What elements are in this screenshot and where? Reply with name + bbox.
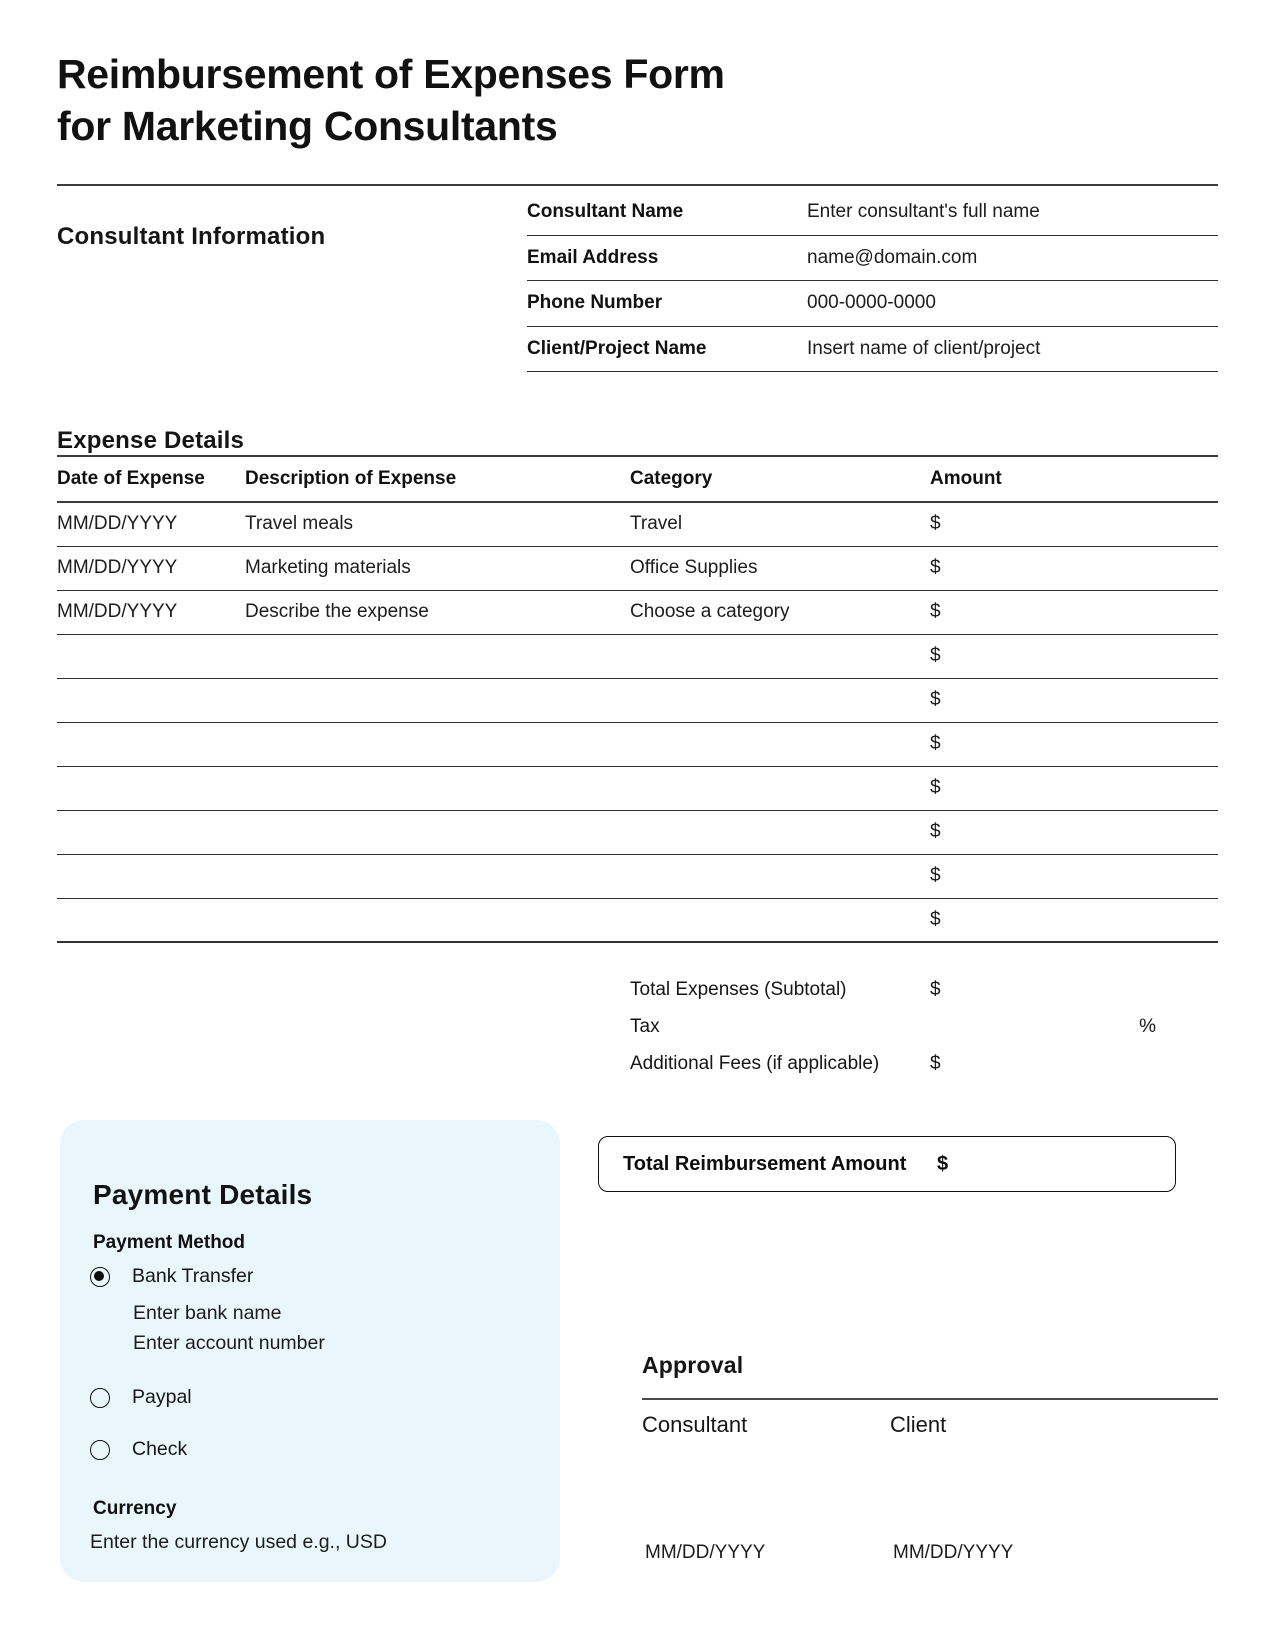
client-project-field[interactable]: Insert name of client/project	[807, 337, 1041, 359]
client-project-label: Client/Project Name	[527, 337, 707, 359]
expense-category-cell[interactable]	[630, 722, 930, 766]
expense-date-cell[interactable]	[57, 898, 245, 942]
expense-category-cell[interactable]: Office Supplies	[630, 546, 930, 590]
expense-row	[57, 634, 1218, 678]
phone-number-row	[527, 281, 1218, 327]
expense-row	[57, 678, 1218, 722]
expense-row	[57, 810, 1218, 854]
expense-description-cell[interactable]	[245, 898, 630, 942]
expense-description-cell[interactable]	[245, 766, 630, 810]
paypal-label: Paypal	[132, 1386, 192, 1408]
expense-category-cell[interactable]: Travel	[630, 502, 930, 546]
expense-category-cell[interactable]	[630, 854, 930, 898]
page-title-line-1: Reimbursement of Expenses Form	[57, 51, 725, 97]
expense-date-cell[interactable]	[57, 722, 245, 766]
expense-amount-cell[interactable]: $	[930, 590, 1218, 634]
expense-amount-cell[interactable]: $	[930, 634, 1218, 678]
consultant-date-field[interactable]: MM/DD/YYYY	[645, 1542, 766, 1563]
email-address-row	[527, 236, 1218, 282]
expense-summary	[630, 971, 1218, 1082]
expense-category-cell[interactable]	[630, 810, 930, 854]
top-divider	[57, 184, 1218, 186]
tax-row	[630, 1008, 1218, 1045]
bank-transfer-label: Bank Transfer	[132, 1265, 254, 1287]
expense-date-cell[interactable]: MM/DD/YYYY	[57, 546, 245, 590]
expense-date-cell[interactable]	[57, 678, 245, 722]
client-signature-label: Client	[890, 1412, 947, 1437]
expense-row	[57, 722, 1218, 766]
expense-row	[57, 854, 1218, 898]
expense-row	[57, 590, 1218, 634]
col-header-category: Category	[630, 456, 930, 502]
consultant-name-row	[527, 190, 1218, 236]
phone-number-label: Phone Number	[527, 292, 663, 314]
radio-unselected-icon[interactable]	[90, 1440, 110, 1460]
expense-row	[57, 898, 1218, 942]
total-reimbursement-box	[598, 1136, 1176, 1192]
expense-table	[57, 455, 1218, 943]
expense-amount-cell[interactable]: $	[930, 766, 1218, 810]
expense-date-cell[interactable]: MM/DD/YYYY	[57, 590, 245, 634]
bank-name-field[interactable]: Enter bank name	[133, 1302, 282, 1324]
phone-number-field[interactable]: 000-0000-0000	[807, 292, 936, 314]
approval-section	[642, 1352, 1218, 1566]
additional-fees-label: Additional Fees (if applicable)	[630, 1052, 880, 1074]
currency-field[interactable]: Enter the currency used e.g., USD	[90, 1531, 387, 1553]
expense-category-cell[interactable]	[630, 898, 930, 942]
expense-date-cell[interactable]	[57, 766, 245, 810]
expense-amount-cell[interactable]: $	[930, 810, 1218, 854]
expense-date-cell[interactable]	[57, 810, 245, 854]
additional-fees-row	[630, 1045, 1218, 1082]
client-date-field[interactable]: MM/DD/YYYY	[893, 1542, 1014, 1563]
signer-roles	[642, 1412, 1218, 1440]
expense-amount-cell[interactable]: $	[930, 898, 1218, 942]
expense-table-header-row	[57, 456, 1218, 502]
col-header-date: Date of Expense	[57, 456, 245, 502]
currency-label: Currency	[93, 1498, 177, 1519]
expense-description-cell[interactable]	[245, 854, 630, 898]
expense-date-cell[interactable]	[57, 634, 245, 678]
col-header-amount: Amount	[930, 456, 1218, 502]
expense-description-cell[interactable]	[245, 678, 630, 722]
radio-check[interactable]	[90, 1438, 187, 1461]
expense-row	[57, 502, 1218, 546]
expense-amount-cell[interactable]: $	[930, 502, 1218, 546]
expense-description-cell[interactable]: Describe the expense	[245, 590, 630, 634]
expense-category-cell[interactable]	[630, 766, 930, 810]
radio-paypal[interactable]	[90, 1386, 192, 1409]
payment-details-panel	[60, 1120, 560, 1582]
col-header-description: Description of Expense	[245, 456, 630, 502]
total-reimbursement-label: Total Reimbursement Amount	[623, 1152, 907, 1175]
consultant-signature-label: Consultant	[642, 1412, 748, 1437]
consultant-name-field[interactable]: Enter consultant's full name	[807, 201, 1040, 223]
total-reimbursement-field[interactable]: $	[937, 1152, 949, 1175]
expense-description-cell[interactable]	[245, 634, 630, 678]
expense-row	[57, 546, 1218, 590]
expense-description-cell[interactable]	[245, 722, 630, 766]
expense-category-cell[interactable]: Choose a category	[630, 590, 930, 634]
account-number-field[interactable]: Enter account number	[133, 1332, 325, 1354]
expense-date-cell[interactable]: MM/DD/YYYY	[57, 502, 245, 546]
page-title-line-2: for Marketing Consultants	[57, 103, 558, 149]
email-address-field[interactable]: name@domain.com	[807, 246, 978, 268]
expense-description-cell[interactable]	[245, 810, 630, 854]
payment-details-heading: Payment Details	[93, 1179, 313, 1211]
radio-bank-transfer[interactable]	[90, 1265, 253, 1288]
consultant-info-heading: Consultant Information	[57, 222, 326, 250]
subtotal-label: Total Expenses (Subtotal)	[630, 978, 847, 1000]
radio-selected-icon[interactable]	[90, 1267, 110, 1287]
subtotal-field[interactable]: $	[930, 978, 941, 1000]
approval-divider	[642, 1398, 1218, 1400]
expense-amount-cell[interactable]: $	[930, 854, 1218, 898]
additional-fees-field[interactable]: $	[930, 1052, 941, 1074]
expense-amount-cell[interactable]: $	[930, 678, 1218, 722]
tax-field[interactable]: %	[1139, 1015, 1156, 1037]
approval-heading: Approval	[642, 1352, 744, 1378]
check-label: Check	[132, 1438, 188, 1460]
expense-amount-cell[interactable]: $	[930, 722, 1218, 766]
radio-unselected-icon[interactable]	[90, 1388, 110, 1408]
expense-date-cell[interactable]	[57, 854, 245, 898]
email-address-label: Email Address	[527, 246, 659, 268]
expense-details-heading: Expense Details	[57, 426, 245, 454]
expense-category-cell[interactable]	[630, 634, 930, 678]
expense-row	[57, 766, 1218, 810]
payment-method-label: Payment Method	[93, 1232, 246, 1253]
signer-dates	[642, 1542, 1218, 1566]
expense-amount-cell[interactable]: $	[930, 546, 1218, 590]
page-title	[57, 48, 957, 152]
expense-category-cell[interactable]	[630, 678, 930, 722]
expense-description-cell[interactable]: Travel meals	[245, 502, 630, 546]
expense-description-cell[interactable]: Marketing materials	[245, 546, 630, 590]
tax-label: Tax	[630, 1015, 660, 1037]
consultant-info-fields	[527, 190, 1218, 372]
subtotal-row	[630, 971, 1218, 1008]
client-project-row	[527, 327, 1218, 373]
consultant-name-label: Consultant Name	[527, 201, 684, 223]
